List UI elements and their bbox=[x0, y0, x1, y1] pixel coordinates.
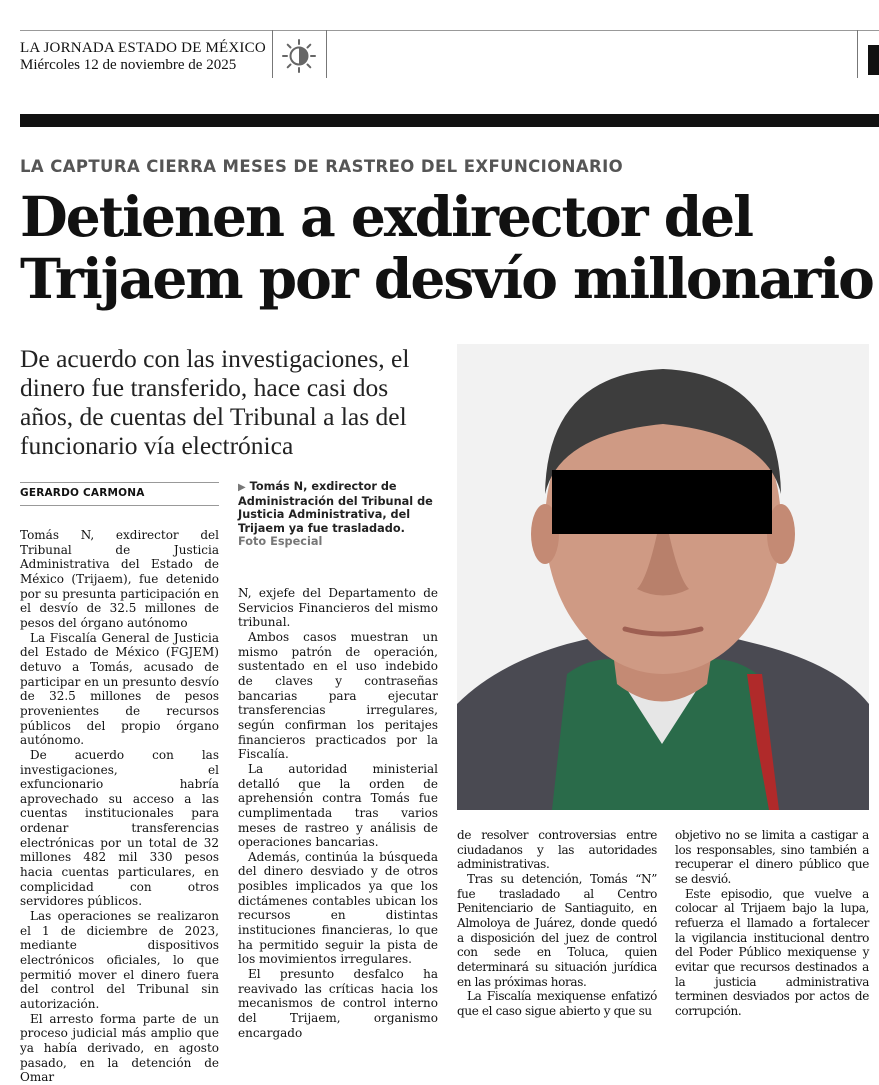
masthead bbox=[20, 40, 280, 74]
masthead-divider-2 bbox=[326, 30, 327, 78]
news-photo bbox=[457, 344, 869, 810]
masthead-divider-3 bbox=[857, 30, 858, 78]
kicker: LA CAPTURA CIERRA MESES DE RASTREO DEL EXFUNCIONARIO bbox=[20, 157, 624, 176]
paragraph: N, exjefe del Departamento de Servicios Financieros del mismo tribunal. bbox=[238, 586, 438, 630]
column-4 bbox=[675, 828, 869, 1019]
sun-logo-icon bbox=[281, 38, 317, 74]
paragraph: Ambos casos muestran un mismo patrón de operación, sustentado en el uso indebido de claves y contraseñas bancarias para ejecutar transferencias irregulares, según confirman los peritajes financieros practicados por la Fiscalía. bbox=[238, 629, 438, 762]
byline-rule-bottom bbox=[20, 505, 219, 506]
paragraph: Tomás N, exdirector del Tribunal de Justicia Administrativa del Estado de México (Trijaem), fue detenido por su presunta participación en el desvío de 32.5 millones de pesos del órgano autónomo bbox=[20, 528, 219, 630]
masthead-divider bbox=[272, 30, 273, 78]
paragraph: La autoridad ministerial detalló que la orden de aprehensión contra Tomás fue cumplimentada tras varios meses de rastreo y análisis de operaciones bancarias. bbox=[238, 761, 438, 850]
column-2 bbox=[238, 586, 438, 1040]
paragraph: La Fiscalía mexiquense enfatizó que el caso sigue abierto y que su bbox=[457, 989, 657, 1018]
dek: De acuerdo con las investigaciones, el dinero fue transferido, hace casi dos años, de cuentas del Tribunal a las del funcionario vía electrónica bbox=[20, 344, 410, 460]
paragraph: Tras su detención, Tomás “N” fue trasladado al Centro Penitenciario de Santiaguito, en Almoloya de Juárez, donde quedó a disposición del juez de control con sede en Toluca, quien determinará su situación jurídica en las próximas horas. bbox=[457, 871, 657, 989]
headline-line-1: Detienen a exdirector del bbox=[20, 184, 753, 249]
column-3 bbox=[457, 828, 657, 1019]
byline-rule-top bbox=[20, 482, 219, 483]
photo-credit: Foto Especial bbox=[238, 535, 323, 548]
header-bar bbox=[20, 114, 879, 127]
caption-triangle-icon: ▶ bbox=[238, 482, 246, 493]
issue-date: Miércoles 12 de noviembre de 2025 bbox=[20, 57, 237, 73]
byline: GERARDO CARMONA bbox=[20, 487, 145, 499]
section-mark bbox=[868, 45, 879, 75]
paragraph: Las operaciones se realizaron el 1 de diciembre de 2023, mediante dispositivos electrónicos oficiales, lo que permitió mover el dinero fuera del control del Tribunal sin autorización. bbox=[20, 909, 219, 1011]
caption-text: Tomás N, exdirector de Administración del Tribunal de Justicia Administrativa, del Trijaem ya fue trasladado. bbox=[238, 480, 433, 535]
column-1 bbox=[20, 528, 219, 1085]
paragraph: La Fiscalía General de Justicia del Estado de México (FGJEM) detuvo a Tomás, acusado de participar en un presunto desvío de 32.5 millones de pesos provenientes de recursos públicos del propio órgano autónomo. bbox=[20, 630, 219, 748]
publication-name: LA JORNADA ESTADO DE MÉXICO bbox=[20, 40, 266, 56]
paragraph: El presunto desfalco ha reavivado las críticas hacia los mecanismos de control interno del Trijaem, organismo encargado bbox=[238, 967, 438, 1040]
headline-line-2: Trijaem por desvío millonario bbox=[20, 246, 873, 311]
headline bbox=[20, 186, 879, 310]
paragraph: Este episodio, que vuelve a colocar al Trijaem bajo la lupa, refuerza el llamado a fortalecer la vigilancia institucional dentro del Poder Público mexiquense y evitar que recursos destinados a la justicia administrativa terminen desviados por actos de corrupción. bbox=[675, 886, 869, 1018]
paragraph: objetivo no se limita a castigar a los responsables, sino también a recuperar el dinero público que se desvió. bbox=[675, 828, 869, 886]
paragraph: El arresto forma parte de un proceso judicial más amplio que ya había derivado, en agosto pasado, en la detención de Omar bbox=[20, 1011, 219, 1085]
top-rule bbox=[20, 30, 879, 31]
paragraph: Además, continúa la búsqueda del dinero desviado y de otros posibles implicados ya que los dictámenes contables ubican los recursos en distintas instituciones financieras, lo que ha permitido seguir la pista de los movimientos irregulares. bbox=[238, 849, 438, 967]
photo-caption bbox=[238, 480, 438, 549]
paragraph: De acuerdo con las investigaciones, el exfuncionario habría aprovechado su acceso a las cuentas institucionales para ordenar transferencias electrónicas por un total de 32 millones 482 mil 330 pesos hacia cuentas particulares, en complicidad con otros servidores públicos. bbox=[20, 747, 219, 909]
paragraph: de resolver controversias entre ciudadanos y las autoridades administrativas. bbox=[457, 828, 657, 872]
